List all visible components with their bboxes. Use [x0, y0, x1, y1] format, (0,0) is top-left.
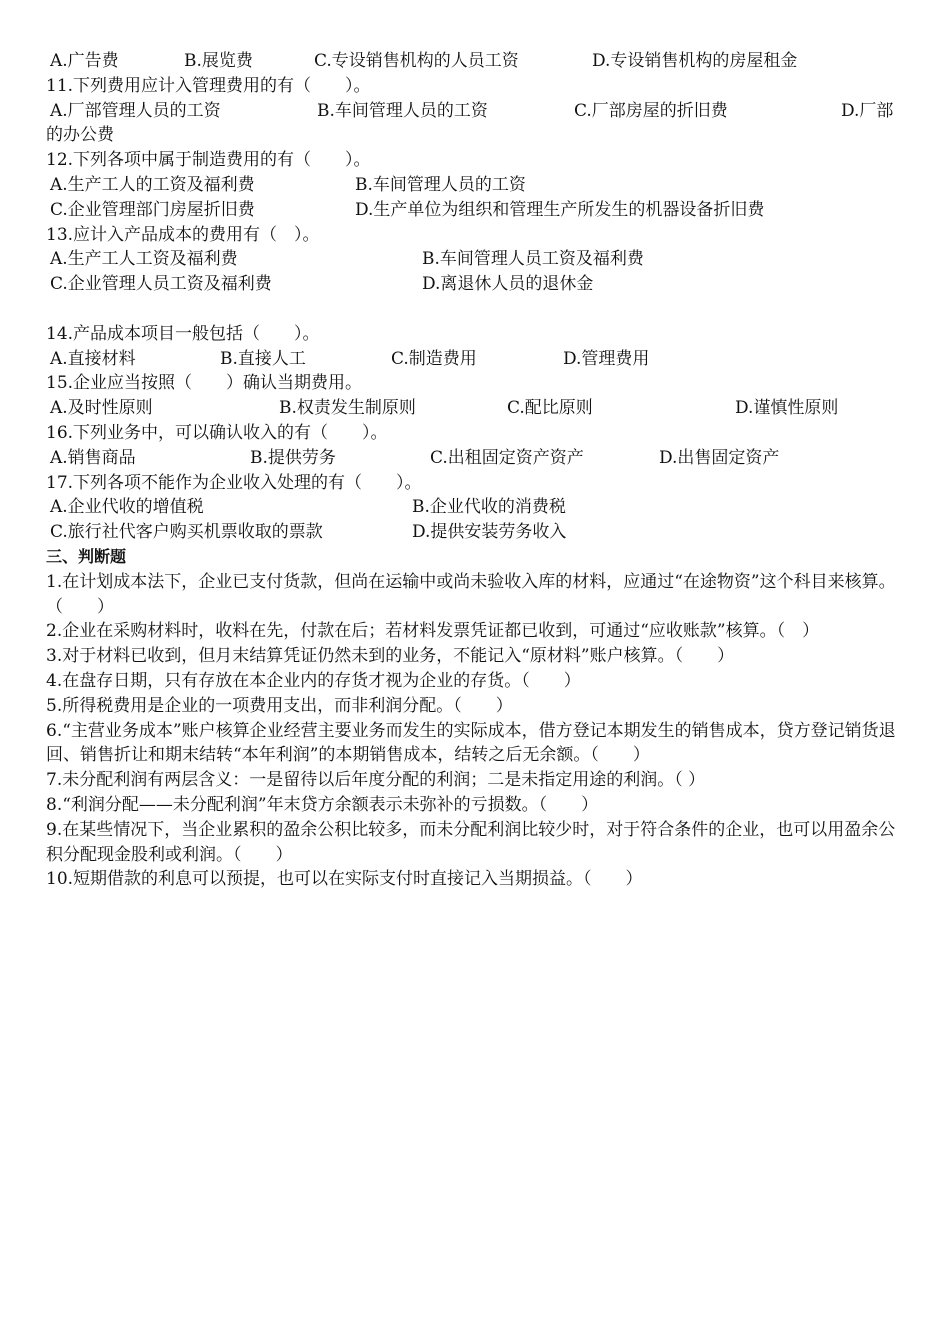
q11-option-c: C.厂部房屋的折旧费 [574, 100, 728, 121]
q17-options-row1 [46, 495, 906, 520]
tf-question-3: 3.对于材料已收到，但月末结算凭证仍然未到的业务，不能记入“原材料”账户核算。（ ） [46, 646, 735, 667]
tf-question-1: 1.在计划成本法下，企业已支付货款，但尚在运输中或尚未验收入库的材料，应通过“在途物资”这个科目来核算。（ ） [46, 571, 896, 617]
q14-stem: 14.产品成本项目一般包括（ ）。 [46, 323, 320, 344]
q14-option-c: C.制造费用 [391, 348, 477, 369]
q13-option-d: D.离退休人员的退休金 [422, 274, 594, 295]
q16-option-d: D.出售固定资产 [659, 447, 780, 468]
tf-question-2: 2.企业在采购材料时，收料在先，付款在后；若材料发票凭证都已收到，可通过“应收账款”核算。（ ） [46, 621, 820, 642]
blank-line [46, 297, 906, 322]
section-heading-true-false: 三、判断题 [46, 546, 127, 566]
q12-options-row1 [46, 173, 906, 198]
q10-option-d: D.专设销售机构的房屋租金 [592, 51, 798, 71]
q16-option-a: A.销售商品 [50, 447, 136, 468]
q11-option-a: A.厂部管理人员的工资 [50, 100, 221, 121]
q15-option-c: C.配比原则 [507, 398, 593, 419]
q13-options-row2 [46, 272, 906, 297]
q14-options [46, 347, 906, 372]
tf-question-8: 8.“利润分配——未分配利润”年末贷方余额表示未弥补的亏损数。（ ） [46, 794, 599, 815]
q12-option-b: B.车间管理人员的工资 [355, 174, 526, 195]
tf-question-5: 5.所得税费用是企业的一项费用支出，而非利润分配。（ ） [46, 695, 513, 716]
q15-option-a: A.及时性原则 [50, 398, 153, 419]
q11-stem: 11.下列费用应计入管理费用的有（ ）。 [46, 75, 371, 96]
q14-option-b: B.直接人工 [220, 348, 306, 369]
q13-option-b: B.车间管理人员工资及福利费 [422, 249, 644, 270]
q17-option-d: D.提供安装劳务收入 [412, 522, 567, 543]
q16-options [46, 446, 906, 471]
q10-options [46, 49, 906, 74]
tf-question-7: 7.未分配利润有两层含义：一是留待以后年度分配的利润；二是未指定用途的利润。（ ） [46, 770, 706, 791]
q13-option-c: C.企业管理人员工资及福利费 [50, 274, 272, 295]
q10-option-a: A.广告费 [50, 51, 119, 71]
q12-options-row2 [46, 198, 906, 223]
q14-option-a: A.直接材料 [50, 348, 136, 369]
q15-options [46, 396, 906, 421]
q12-option-d: D.生产单位为组织和管理生产所发生的机器设备折旧费 [355, 199, 765, 220]
tf-question-6: 6.“主营业务成本”账户核算企业经营主要业务而发生的实际成本，借方登记本期发生的销售成本，贷方登记销货退回、销售折让和期末结转“本年利润”的本期销售成本，结转之后无余额。（ ） [46, 720, 896, 766]
q15-option-b: B.权责发生制原则 [279, 398, 416, 419]
q11-options [46, 99, 906, 124]
tf-question-4: 4.在盘存日期，只有存放在本企业内的存货才视为企业的存货。（ ） [46, 670, 581, 691]
q17-option-c: C.旅行社代客户购买机票收取的票款 [50, 522, 323, 543]
q11-option-b: B.车间管理人员的工资 [317, 100, 488, 121]
q12-option-a: A.生产工人的工资及福利费 [50, 174, 255, 195]
q17-stem: 17.下列各项不能作为企业收入处理的有（ ）。 [46, 472, 422, 493]
q12-stem: 12.下列各项中属于制造费用的有（ ）。 [46, 150, 371, 171]
q17-option-b: B.企业代收的消费税 [412, 497, 566, 518]
q14-option-d: D.管理费用 [563, 348, 650, 369]
q16-stem: 16.下列业务中，可以确认收入的有（ ）。 [46, 422, 388, 443]
tf-question-9: 9.在某些情况下，当企业累积的盈余公积比较多，而未分配利润比较少时，对于符合条件的企业，也可以用盈余公积分配现金股利或利润。（ ） [46, 819, 896, 865]
q12-option-c: C.企业管理部门房屋折旧费 [50, 199, 255, 220]
q16-option-b: B.提供劳务 [250, 447, 336, 468]
q11-option-d: D.厂部 [841, 100, 894, 121]
q13-stem: 13.应计入产品成本的费用有（ ）。 [46, 224, 320, 245]
q13-option-a: A.生产工人工资及福利费 [50, 249, 238, 270]
tf-question-10: 10.短期借款的利息可以预提，也可以在实际支付时直接记入当期损益。（ ） [46, 869, 643, 890]
q15-option-d: D.谨慎性原则 [735, 398, 839, 419]
q13-options-row1 [46, 247, 906, 272]
q11-continuation: 的办公费 [46, 125, 114, 146]
q17-options-row2 [46, 520, 906, 545]
q17-option-a: A.企业代收的增值税 [50, 497, 204, 518]
q15-stem: 15.企业应当按照（ ）确认当期费用。 [46, 373, 363, 394]
q10-option-c: C.专设销售机构的人员工资 [314, 51, 519, 71]
document-page [46, 49, 906, 892]
q16-option-c: C.出租固定资产资产 [430, 447, 584, 468]
q10-option-b: B.展览费 [184, 51, 253, 71]
